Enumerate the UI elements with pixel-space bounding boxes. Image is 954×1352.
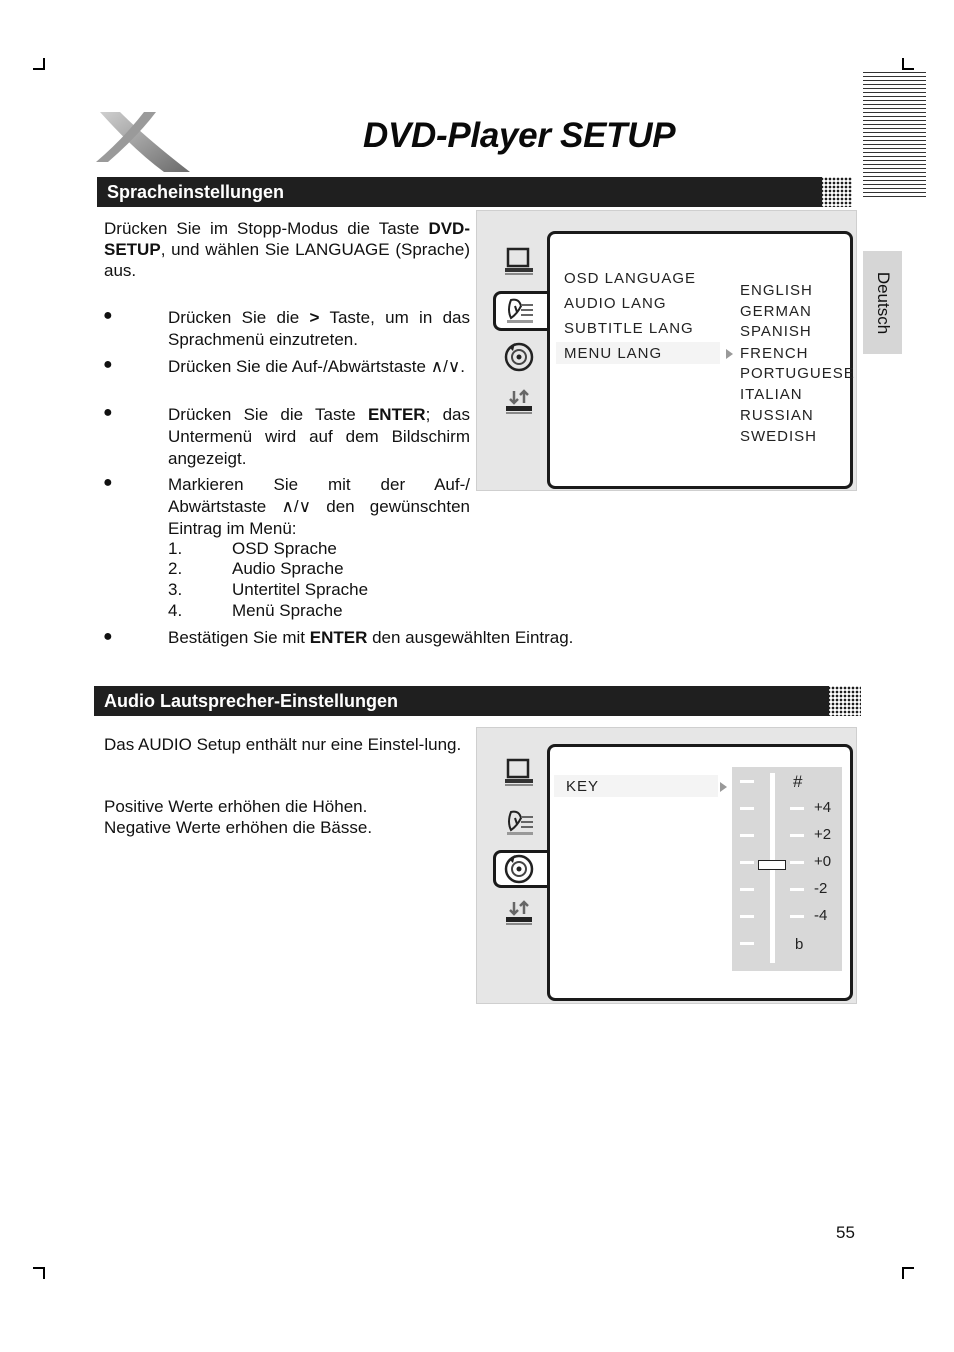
bullet-marker: ●: [103, 307, 113, 324]
bullet-text: Bestätigen Sie mit: [168, 628, 310, 647]
osd-language-screenshot: [476, 210, 857, 491]
list-item: Untertitel Sprache: [232, 580, 369, 599]
scale-label: b: [795, 936, 804, 953]
bullet-key: ENTER: [309, 628, 368, 647]
bullet-text: Drücken Sie die: [168, 308, 310, 327]
scale-label: +4: [814, 799, 832, 816]
osd-option: GERMAN: [740, 303, 812, 320]
audio-disc-icon: [503, 853, 535, 885]
bullet-text-end: ; das Untermenü wird auf dem Bildschirm angezeigt.: [168, 405, 470, 468]
bullet-item: [168, 404, 470, 470]
intro-paragraph: [104, 218, 470, 281]
osd-option: PORTUGUESE: [740, 365, 855, 382]
section-heading-audio: [94, 686, 829, 716]
osd-option: ENGLISH: [740, 282, 813, 299]
osd-option: SPANISH: [740, 323, 812, 340]
bullet-text-end: den ausgewählten Eintrag.: [367, 628, 574, 647]
bullet-text-end: Taste, um in das Sprachmenü einzutreten.: [168, 308, 470, 349]
osd-menu-item: AUDIO LANG: [564, 295, 667, 312]
bullet-text-end: den gewünschten Eintrag im Menü:: [168, 497, 470, 538]
slider-tick: [740, 780, 754, 783]
bullet-item: [168, 627, 668, 649]
bullet-item: [168, 307, 470, 351]
osd-menu-item: KEY: [566, 778, 600, 795]
osd-option: ITALIAN: [740, 386, 803, 403]
list-number: 3.: [168, 580, 183, 599]
scale-label: +0: [814, 853, 832, 870]
preference-arrows-icon: [503, 389, 535, 417]
side-tab-label: Deutsch: [873, 271, 893, 334]
bullet-text: Markieren Sie mit der Auf-/ Abwärtstaste: [168, 475, 470, 516]
monitor-icon: [503, 247, 535, 277]
list-number: 2.: [168, 559, 183, 578]
section-bar-dot-fade: [827, 686, 861, 716]
section-heading-text: Spracheinstellungen: [107, 182, 285, 202]
intro-key: DVD-SETUP: [104, 219, 470, 259]
bullet-item: [168, 474, 470, 540]
slider-tick: [740, 807, 754, 810]
slider-tick: [740, 915, 754, 918]
bullet-text: Drücken Sie die Auf-/Abwärtstaste: [168, 357, 431, 376]
bullet-text: Drücken Sie die Taste: [168, 405, 368, 424]
language-icon: [503, 296, 535, 326]
section-bar-dot-fade: [820, 177, 852, 207]
audio-setup-paragraph: Das AUDIO Setup enthält nur eine Einstel-lung.: [104, 735, 462, 754]
slider-tick: [740, 888, 754, 891]
crop-mark-bottom-left: [33, 1267, 45, 1279]
list-number: 4.: [168, 601, 183, 620]
slider-tick: [790, 861, 804, 864]
osd-option: RUSSIAN: [740, 407, 814, 424]
osd-menu-item: MENU LANG: [564, 345, 663, 362]
slider-tick: [790, 834, 804, 837]
language-side-tab: [863, 251, 902, 354]
osd-menu-item: OSD LANGUAGE: [564, 270, 697, 287]
osd-screen: [547, 231, 853, 489]
page-title: DVD-Player SETUP: [363, 116, 676, 155]
audio-disc-icon: [503, 341, 535, 373]
slider-tick: [740, 834, 754, 837]
intro-text: Drücken Sie im Stopp-Modus die Taste: [104, 219, 429, 238]
slider-tick: [740, 942, 754, 945]
bullet-key: ENTER: [367, 405, 426, 424]
bullet-marker: ●: [103, 404, 113, 421]
osd-screen: [547, 744, 853, 1001]
osd-option: SWEDISH: [740, 428, 818, 445]
crop-mark-top-right: [902, 58, 914, 70]
slider-tick: [790, 807, 804, 810]
scale-label: +2: [814, 826, 832, 843]
crop-mark-bottom-right: [902, 1267, 914, 1279]
up-down-symbol: ∧/∨: [281, 497, 312, 516]
list-item: OSD Sprache: [232, 539, 337, 558]
language-icon: [503, 808, 535, 838]
submenu-arrow-icon: [720, 782, 727, 792]
decorative-stripes: [863, 72, 926, 198]
key-slider-knob[interactable]: [758, 860, 786, 870]
list-number: 1.: [168, 539, 183, 558]
osd-option: FRENCH: [740, 345, 809, 362]
submenu-arrow-icon: [726, 349, 733, 359]
scale-label: #: [793, 772, 803, 791]
list-item: Audio Sprache: [232, 559, 344, 578]
preference-arrows-icon: [503, 900, 535, 928]
brand-x-logo: [94, 108, 194, 176]
slider-tick: [790, 888, 804, 891]
osd-audio-screenshot: [476, 727, 857, 1004]
intro-text-end: , und wählen Sie LANGUAGE (Sprache) aus.: [104, 240, 470, 280]
section-heading-language: [97, 177, 822, 207]
bullet-marker: ●: [103, 628, 113, 645]
bullet-marker: ●: [103, 474, 113, 491]
bullet-text-end: .: [460, 357, 466, 376]
list-item: Menü Sprache: [232, 601, 343, 620]
bullet-item: [168, 356, 470, 378]
slider-tick: [790, 915, 804, 918]
positive-values-text: Positive Werte erhöhen die Höhen.: [104, 797, 368, 816]
bullet-key: >: [309, 308, 320, 327]
slider-tick: [740, 861, 754, 864]
page-number: 55: [836, 1223, 855, 1242]
monitor-icon: [503, 758, 535, 788]
scale-label: -4: [814, 907, 828, 924]
up-down-symbol: ∧/∨: [430, 357, 461, 376]
crop-mark-top-left: [33, 58, 45, 70]
bullet-marker: ●: [103, 356, 113, 373]
negative-values-text: Negative Werte erhöhen die Bässe.: [104, 818, 373, 837]
section-heading-text: Audio Lautsprecher-Einstellungen: [104, 691, 399, 711]
scale-label: -2: [814, 880, 828, 897]
osd-menu-item: SUBTITLE LANG: [564, 320, 694, 337]
